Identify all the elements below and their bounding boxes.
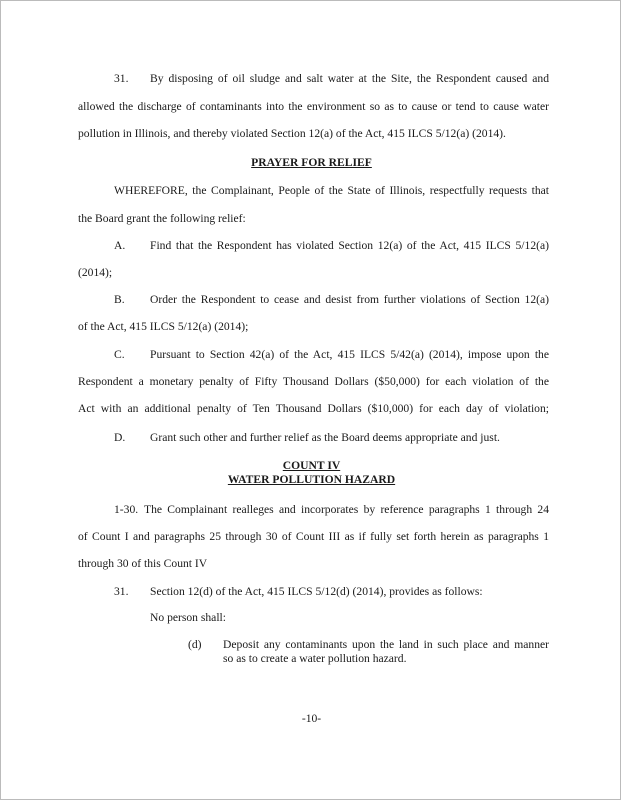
relief-line: Act with an additional penalty of Ten Thousand Dollars ($10,000) for each day of violation; <box>78 402 549 415</box>
paragraph-line: the Board grant the following relief: <box>78 212 246 225</box>
relief-line: Order the Respondent to cease and desist from further violations of Section 12(a) <box>150 293 549 306</box>
relief-line: Find that the Respondent has violated Section 12(a) of the Act, 415 ILCS 5/12(a) <box>150 239 549 252</box>
paragraph-line: No person shall: <box>150 611 226 624</box>
relief-letter: C. <box>114 348 125 361</box>
paragraph-line: of Count I and paragraphs 25 through 30 of Count III as if fully set forth herein as paragraphs 1 <box>78 530 549 543</box>
paragraph-line: Section 12(d) of the Act, 415 ILCS 5/12(d) (2014), provides as follows: <box>150 585 483 598</box>
relief-letter: D. <box>114 431 126 444</box>
section-heading: PRAYER FOR RELIEF <box>251 156 372 169</box>
count-heading: COUNT IV <box>282 459 341 472</box>
relief-line: Grant such other and further relief as the Board deems appropriate and just. <box>150 431 500 444</box>
relief-letter: A. <box>114 239 126 252</box>
relief-line: Respondent a monetary penalty of Fifty Thousand Dollars ($50,000) for each violation of the <box>78 375 549 388</box>
paragraph-line: The Complainant realleges and incorporates by reference paragraphs 1 through 24 <box>144 503 549 516</box>
sub-letter: (d) <box>188 638 202 651</box>
paragraph-number: 31. <box>114 585 129 598</box>
quoted-line: so as to create a water pollution hazard. <box>223 652 407 665</box>
quoted-line: Deposit any contaminants upon the land in such place and manner <box>223 638 549 651</box>
paragraph-line: WHEREFORE, the Complainant, People of the State of Illinois, respectfully requests that <box>114 184 549 197</box>
relief-line: (2014); <box>78 266 113 279</box>
paragraph-line: through 30 of this Count IV <box>78 557 208 570</box>
relief-line: of the Act, 415 ILCS 5/12(a) (2014); <box>78 320 249 333</box>
paragraph-line: allowed the discharge of contaminants into the environment so as to cause or tend to cause water <box>78 100 549 113</box>
paragraph-line: By disposing of oil sludge and salt water at the Site, the Respondent caused and <box>150 72 549 85</box>
paragraph-line: pollution in Illinois, and thereby violated Section 12(a) of the Act, 415 ILCS 5/12(a) (2014). <box>78 127 506 140</box>
relief-letter: B. <box>114 293 125 306</box>
relief-line: Pursuant to Section 42(a) of the Act, 415 ILCS 5/42(a) (2014), impose upon the <box>150 348 549 361</box>
count-subheading: WATER POLLUTION HAZARD <box>227 473 396 486</box>
paragraph-number: 31. <box>114 72 129 85</box>
page-number: -10- <box>301 712 322 725</box>
paragraph-number: 1-30. <box>114 503 139 516</box>
